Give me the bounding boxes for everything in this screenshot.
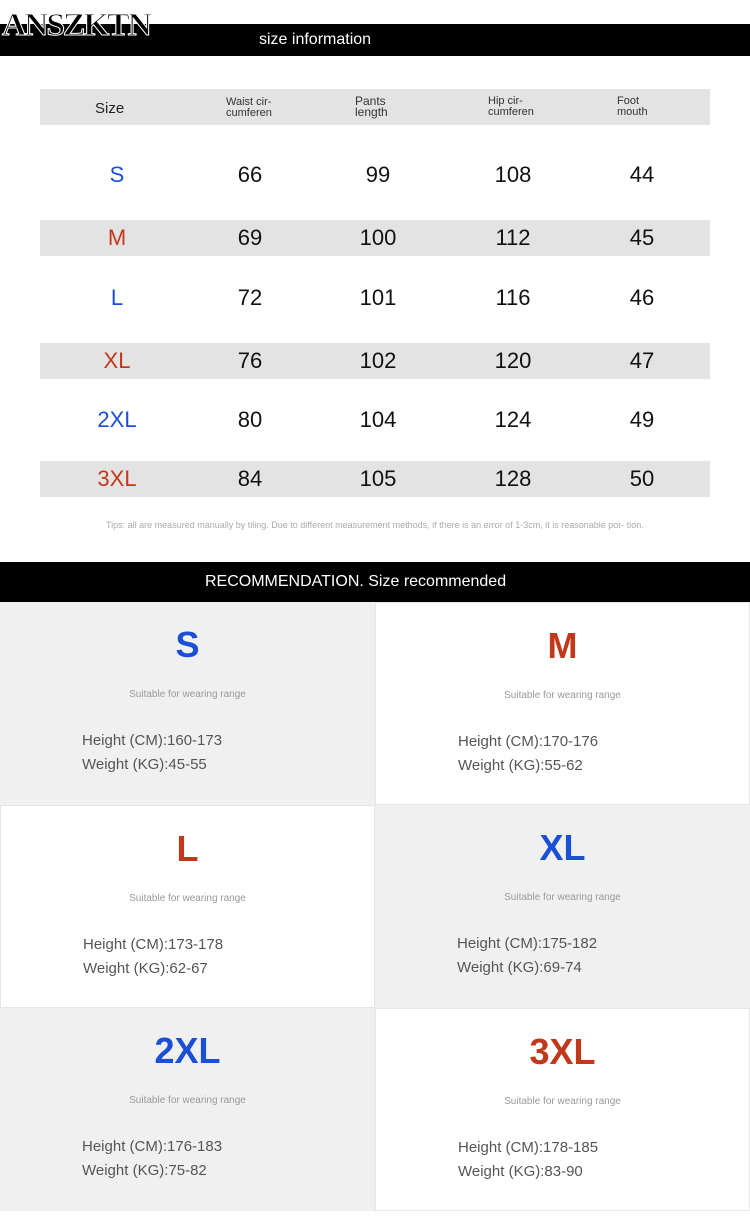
size-label: 2XL [154,1030,221,1071]
cell-foot: 44 [629,162,655,187]
weight-range: Weight (KG):83-90 [458,1163,583,1180]
table-row [40,280,710,316]
cell-foot: 50 [629,466,655,491]
height-range: Height (CM):173-178 [83,936,224,953]
col-size: Size [95,100,125,117]
recommendation-header [0,562,750,602]
cell-waist: 69 [237,225,263,250]
range-caption: Suitable for wearing range [504,892,621,903]
cell-hip: 108 [494,162,532,187]
cell-size: XL [103,348,131,373]
size-label: XL [539,827,586,868]
cell-hip: 112 [495,225,531,250]
col-pants: Pants length [355,94,388,119]
cell-size: L [110,285,124,310]
cell-foot: 49 [629,407,655,432]
range-caption: Suitable for wearing range [504,690,621,701]
cell-size: S [109,162,125,187]
range-caption: Suitable for wearing range [504,1096,621,1107]
size-card [0,602,375,805]
cell-waist: 76 [237,348,263,373]
height-range: Height (CM):175-182 [457,935,598,952]
cell-pants: 100 [359,225,397,250]
range-caption: Suitable for wearing range [129,893,246,904]
col-hip: Hip cir- cumferen [488,95,534,118]
size-card [375,602,750,805]
cell-size: 2XL [97,407,137,432]
brand-logo: ANSZKTN [2,6,150,42]
size-card [375,1008,750,1211]
size-info-title: size information [259,31,372,48]
tips-text: Tips: all are measured manually by tiling. Due to different measurement methods, if there is an error of 1-3cm, it is reasonable por- tion. [106,520,644,530]
cell-hip: 120 [494,348,532,373]
col-foot: Foot mouth [617,95,648,118]
cell-size: M [107,225,127,250]
cell-pants: 101 [359,285,397,310]
cell-hip: 128 [494,466,532,491]
recommendation-title: RECOMMENDATION. Size recommended [205,573,507,590]
cell-size: 3XL [97,466,137,491]
cell-waist: 72 [237,285,263,310]
cell-waist: 66 [237,162,263,187]
table-header [40,89,710,125]
size-label: S [175,624,200,665]
cell-pants: 104 [359,407,397,432]
size-card [0,1008,375,1211]
cell-hip: 116 [495,285,531,310]
size-card [0,805,375,1008]
cell-pants: 105 [359,466,397,491]
weight-range: Weight (KG):55-62 [458,757,583,774]
cell-foot: 45 [629,225,655,250]
weight-range: Weight (KG):75-82 [82,1162,207,1179]
height-range: Height (CM):170-176 [458,733,599,750]
cell-waist: 80 [237,407,263,432]
range-caption: Suitable for wearing range [129,1095,246,1106]
weight-range: Weight (KG):62-67 [83,960,208,977]
table-row [40,157,710,193]
cell-waist: 84 [237,466,263,491]
size-card [375,805,750,1008]
cell-foot: 46 [629,285,655,310]
size-label: L [176,828,199,869]
range-caption: Suitable for wearing range [129,689,246,700]
cell-hip: 124 [494,407,532,432]
table-row [40,461,710,497]
weight-range: Weight (KG):69-74 [457,959,582,976]
table-row [40,343,710,379]
size-label: M [547,625,578,666]
height-range: Height (CM):178-185 [458,1139,599,1156]
table-row [40,402,710,438]
col-waist: Waist cir- cumferen [226,96,272,119]
table-row [40,220,710,256]
cell-pants: 99 [365,162,391,187]
cell-foot: 47 [629,348,655,373]
height-range: Height (CM):160-173 [82,732,223,749]
size-label: 3XL [529,1031,596,1072]
cell-pants: 102 [359,348,397,373]
height-range: Height (CM):176-183 [82,1138,223,1155]
weight-range: Weight (KG):45-55 [82,756,207,773]
